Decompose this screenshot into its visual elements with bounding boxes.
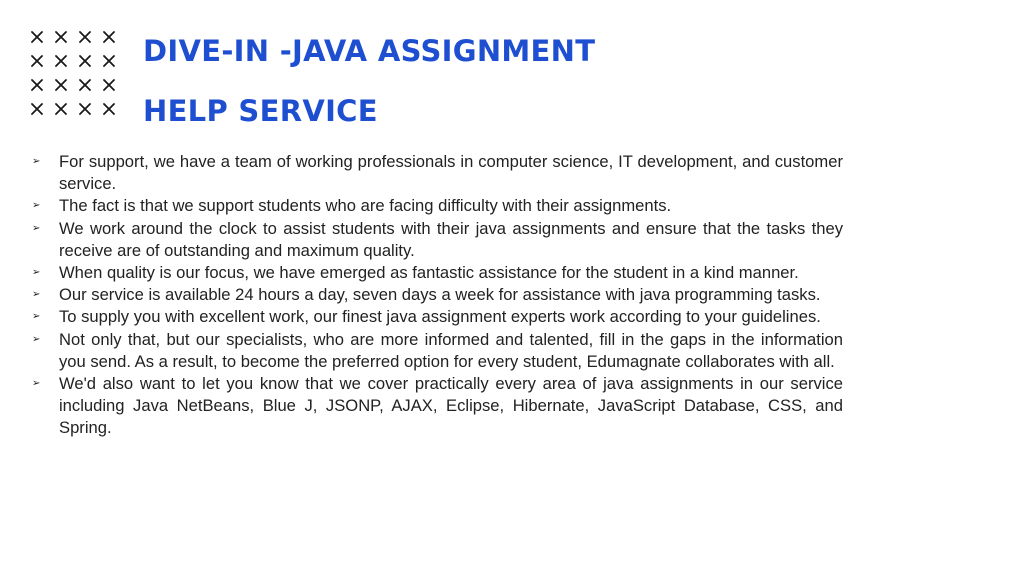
cross-icon <box>31 73 55 97</box>
bullet-text: We work around the clock to assist students with their java assignments and ensure that the tasks they receive are of outstanding and maximum quality. <box>59 218 843 260</box>
bullet-item <box>32 284 843 306</box>
slide-title-line-2: HELP SERVICE <box>143 94 378 128</box>
arrow-bullet-icon: ➢ <box>32 200 41 212</box>
bullet-item <box>32 151 843 195</box>
cross-icon <box>31 49 55 73</box>
cross-icon <box>79 25 103 49</box>
cross-icon <box>79 49 103 73</box>
bullet-text: When quality is our focus, we have emerged as fantastic assistance for the student in a kind manner. <box>59 263 799 283</box>
cross-icon <box>55 49 79 73</box>
bullet-text: Our service is available 24 hours a day, seven days a week for assistance with java programming tasks. <box>59 285 821 305</box>
slide-title-line-1: DIVE-IN -JAVA ASSIGNMENT <box>143 34 596 68</box>
decorative-cross-grid <box>31 25 127 121</box>
cross-icon <box>55 73 79 97</box>
cross-icon <box>79 97 103 121</box>
bullet-text: For support, we have a team of working professionals in computer science, IT development, and customer service. <box>59 152 843 194</box>
arrow-bullet-icon: ➢ <box>32 222 41 234</box>
cross-icon <box>79 73 103 97</box>
bullet-list <box>32 151 843 440</box>
cross-icon <box>103 73 127 97</box>
cross-icon <box>31 25 55 49</box>
arrow-bullet-icon: ➢ <box>32 267 41 279</box>
arrow-bullet-icon: ➢ <box>32 289 41 301</box>
bullet-item <box>32 262 843 284</box>
cross-icon <box>55 97 79 121</box>
bullet-item <box>32 195 843 217</box>
bullet-text: To supply you with excellent work, our finest java assignment experts work according to your guidelines. <box>59 307 821 327</box>
bullet-text: Not only that, but our specialists, who are more informed and talented, fill in the gaps in the information you send. As a result, to become the preferred option for every student, Edumagnate collaborates with all. <box>59 329 843 371</box>
arrow-bullet-icon: ➢ <box>32 378 41 390</box>
bullet-text: The fact is that we support students who are facing difficulty with their assignments. <box>59 196 672 216</box>
cross-icon <box>55 25 79 49</box>
cross-icon <box>31 97 55 121</box>
bullet-item <box>32 306 843 328</box>
arrow-bullet-icon: ➢ <box>32 311 41 323</box>
bullet-text: We'd also want to let you know that we cover practically every area of java assignments in our service including Java NetBeans, Blue J, JSONP, AJAX, Eclipse, Hibernate, JavaScript Database, CSS, and Spring. <box>59 374 843 438</box>
bullet-item <box>32 218 843 262</box>
cross-icon <box>103 97 127 121</box>
arrow-bullet-icon: ➢ <box>32 156 41 167</box>
bullet-item <box>32 373 843 440</box>
cross-icon <box>103 25 127 49</box>
bullet-item <box>32 329 843 373</box>
cross-icon <box>103 49 127 73</box>
arrow-bullet-icon: ➢ <box>32 333 41 345</box>
